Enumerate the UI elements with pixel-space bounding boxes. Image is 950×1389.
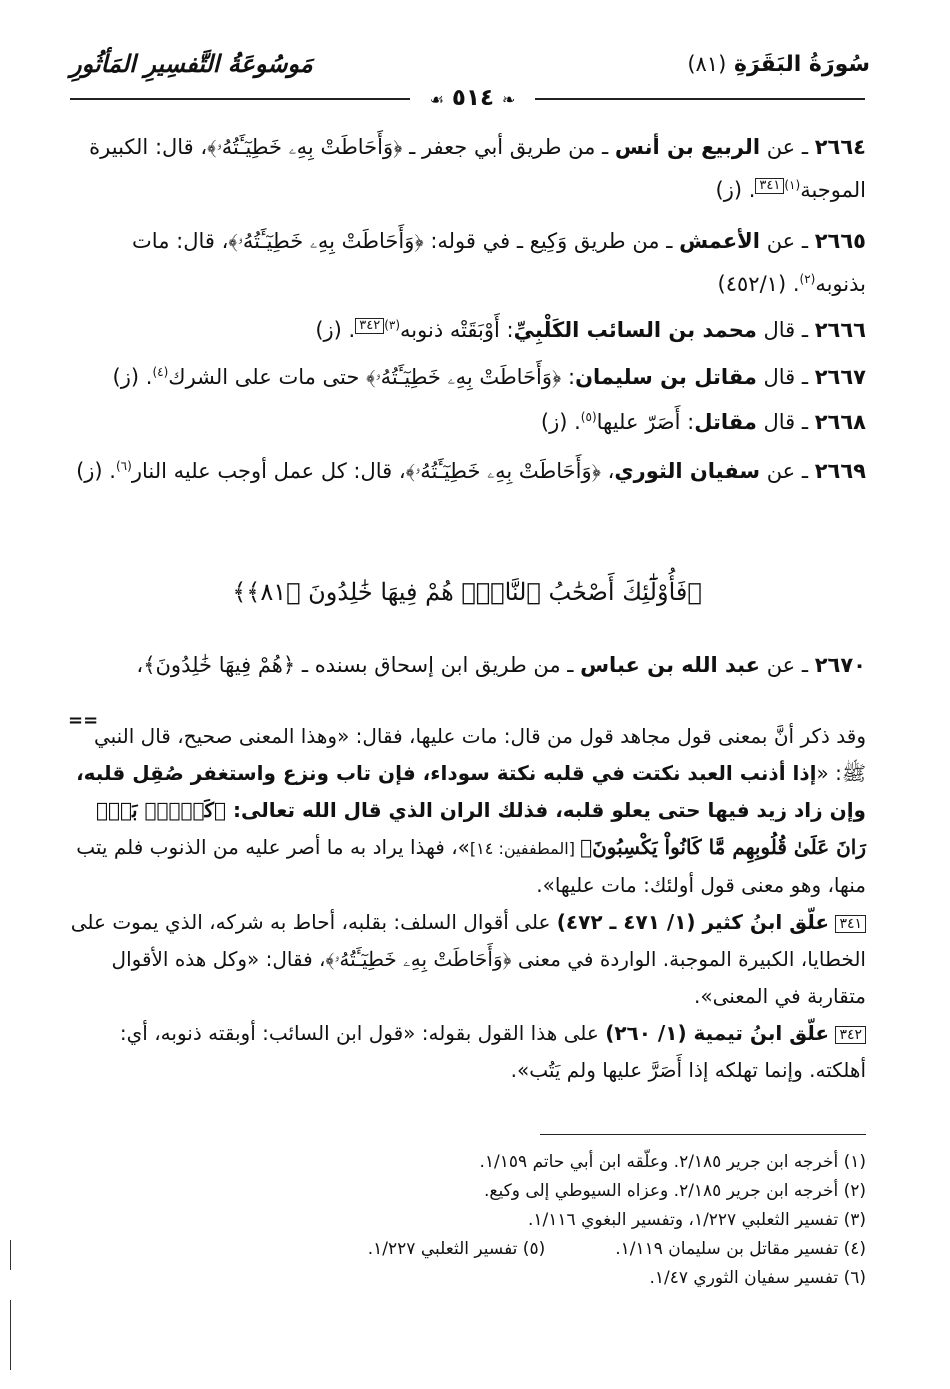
footnote-ref[interactable]: (٤) [152,365,169,379]
ayah-number: (٨١) [687,52,727,76]
note-text: ، فقال: «وكل هذه الأقوال متقاربة في المعنى». [111,947,866,1008]
source-code: . (ز) [112,365,153,389]
ayah-heading: ﴿فَأُوْلَٰٓئِكَ أَصْحَٰبُ ٱلنَّارِۖ هُمْ فِيهَا خَٰلِدُونَ ﴿٨١﴾﴾ [232,578,702,606]
narrator-name: الأعمش [679,229,761,253]
entry-text: ، قال: مات بذنوبه [132,229,866,296]
entry-2665 [68,220,866,306]
entry-2670 [68,644,866,687]
entry-text: ـ قال [756,318,815,342]
note-number-box: ٣٤١ [835,915,866,933]
entry-text: ، [600,459,615,483]
note-text: وقد ذكر أنَّ بمعنى قول مجاهد قول من قال: مات عليها، فقال: «وهذا المعنى صحيح، قال النبي ﷺ: « [93,724,866,785]
scan-margin-line [10,1300,11,1370]
note-text: »، فهذا يراد به ما أصر عليه من الذنوب فلم يتب منها، وهو معنى قول أولئك: مات عليها». [76,835,866,897]
quran-quote: ﴿وَأَحَاطَتْ بِهِۦ خَطِيٓـَٔتُهُۥ﴾ [207,135,403,159]
entry-text: ـ عن [760,229,815,253]
footnote-rule [540,1134,866,1135]
entry-number: ٢٦٧٠ [814,653,866,677]
footnote-ref[interactable]: (٣) [384,318,401,332]
header-rule-right [525,98,865,100]
footnote-ref[interactable]: (٥) [580,410,597,424]
entry-number: ٢٦٦٥ [814,229,866,253]
entry-number: ٢٦٦٩ [814,459,866,483]
entry-2666 [68,309,866,352]
verse-reference: [المطففين: ١٤] [469,839,581,858]
entry-text: ـ قال [756,365,815,389]
note-continuation [68,718,866,904]
entry-text: : أَصَرّ عليها [596,410,695,434]
note-author: علّق ابنُ تيمية (١/ ٢٦٠) [605,1021,830,1045]
source-code: . (ز) [715,178,756,202]
entry-text: ـ عن [760,459,815,483]
footnote-ref[interactable]: (٢) [799,272,816,286]
entry-2669 [68,450,866,493]
ornament-icon: ☙ [429,90,444,109]
page-number [410,85,535,111]
footnote: (٦) تفسير سفيان الثوري ١/٤٧. [649,1268,866,1288]
entry-text: ـ عن [760,135,815,159]
source-code: . (ز) [315,318,356,342]
footnote: (٥) تفسير الثعلبي ١/٢٢٧. [367,1239,546,1259]
note-341 [68,904,866,1015]
narrator-name: مقاتل بن سليمان [575,365,757,389]
source-code: . (ز) [540,410,581,434]
entry-text: : [561,365,576,389]
quran-quote: ﴿هُمْ فِيهَا خَٰلِدُونَ﴾ [143,653,296,677]
entry-text: ـ من طريق أبي جعفر ـ [402,135,615,159]
narrator-name: محمد بن السائب الكَلْبِيِّ [513,318,757,342]
footnote-row [68,1235,866,1264]
footnote-ref[interactable]: (٦) [115,459,132,473]
entry-number: ٢٦٦٤ [814,135,866,159]
footnote-ref[interactable]: (١) [784,178,801,192]
page-number-text: ٥١٤ [451,85,495,111]
narrator-name: مقاتل [694,410,757,434]
footnote: (٢) أخرجه ابن جرير ٢/١٨٥. وعزاه السيوطي إلى وكيع. [484,1181,866,1201]
source-code: . (ز) [76,459,116,483]
entry-number: ٢٦٦٦ [814,318,866,342]
quran-quote: ﴿وَأَحَاطَتْ بِهِۦ خَطِيٓـَٔتُهُۥ﴾ [405,459,601,483]
header-rule-left [70,98,420,100]
narrator-name: الربيع بن أنس [614,135,761,159]
footnote: (١) أخرجه ابن جرير ٢/١٨٥. وعلّقه ابن أبي حاتم ١/١٥٩. [479,1152,866,1172]
entry-text: حتى مات على الشرك [168,365,367,389]
note-ref-box[interactable]: ٣٤١ [755,178,784,194]
quran-quote: ﴿وَأَحَاطَتْ بِهِۦ خَطِيٓـَٔتُهُۥ﴾ [228,229,424,253]
quran-quote: ﴿كَلَّاۖ بَلْۜ رَانَ عَلَىٰ قُلُوبِهِم مَّا كَانُواْ يَكْسِبُونَ﴾ [95,798,866,859]
notes-separator: == [68,710,99,731]
entry-2668 [68,401,866,444]
entry-text: ـ قال [756,410,815,434]
quran-quote: ﴿وَأَحَاطَتْ بِهِۦ خَطِيٓـَٔتُهُۥ﴾ [366,365,562,389]
header-book-title: مَوسُوعَةُ التَّفسِيرِ المَأثُورِ [70,50,313,78]
editorial-notes [68,718,866,1089]
header-surah [687,52,870,77]
note-author: علّق ابنُ كثير (١/ ٤٧١ ـ ٤٧٢) [556,910,830,934]
entry-text: ، قال: كل عمل أوجب عليه النار [131,459,406,483]
ornament-icon: ❧ [502,90,516,109]
footnote: (٣) تفسير الثعلبي ١/٢٢٧، وتفسير البغوي ١/١١٦. [528,1210,866,1230]
footnotes [68,1148,866,1293]
quran-quote: ﴿وَأَحَاطَتْ بِهِۦ خَطِيٓـَٔتُهُۥ﴾ [325,947,512,971]
entry-text: : أَوْبَقَتْه ذنوبه [400,318,514,342]
source-code: . (٤٥٢/١) [717,272,800,296]
entry-number: ٢٦٦٧ [814,365,866,389]
surah-name: سُورَةُ البَقَرَةِ [733,52,870,77]
entry-text: ـ من طريق ابن إسحاق بسنده ـ [295,653,581,677]
scan-margin-line [10,1240,11,1270]
entry-2664 [68,126,866,212]
narrator-name: عبد الله بن عباس [580,653,761,677]
note-text: على هذا القول بقوله: «قول ابن السائب: أوبقته ذنوبه، أي: أهلكته. وإنما تهلكه إذا أَصَرَّ عليها ولم يَتُب». [119,1021,866,1082]
narrator-name: سفيان الثوري [614,459,761,483]
entry-number: ٢٦٦٨ [814,410,866,434]
note-342 [68,1015,866,1089]
footnote: (٤) تفسير مقاتل بن سليمان ١/١١٩. [615,1239,866,1259]
entry-2667 [68,356,866,399]
note-text: على أقوال السلف: بقلبه، أحاط به شركه، الذي يموت على الخطايا، الكبيرة الموجبة. الواردة في معنى [70,910,866,971]
hadith-text: إذا أذنب العبد نكتت في قلبه نكتة سوداء، فإن تاب ونزع واستغفر صُقِل قلبه، وإن زاد زيد فيها حتى يعلو قلبه، فذلك الران الذي قال الله تعالى: [76,761,866,822]
note-number-box: ٣٤٢ [835,1026,866,1044]
entry-text: ـ من طريق وَكِيع ـ في قوله: [423,229,680,253]
entry-text: ، [136,653,144,677]
entry-text: ـ عن [760,653,815,677]
note-ref-box[interactable]: ٣٤٢ [355,318,384,334]
entry-text: ، قال: الكبيرة الموجبة [89,135,866,202]
